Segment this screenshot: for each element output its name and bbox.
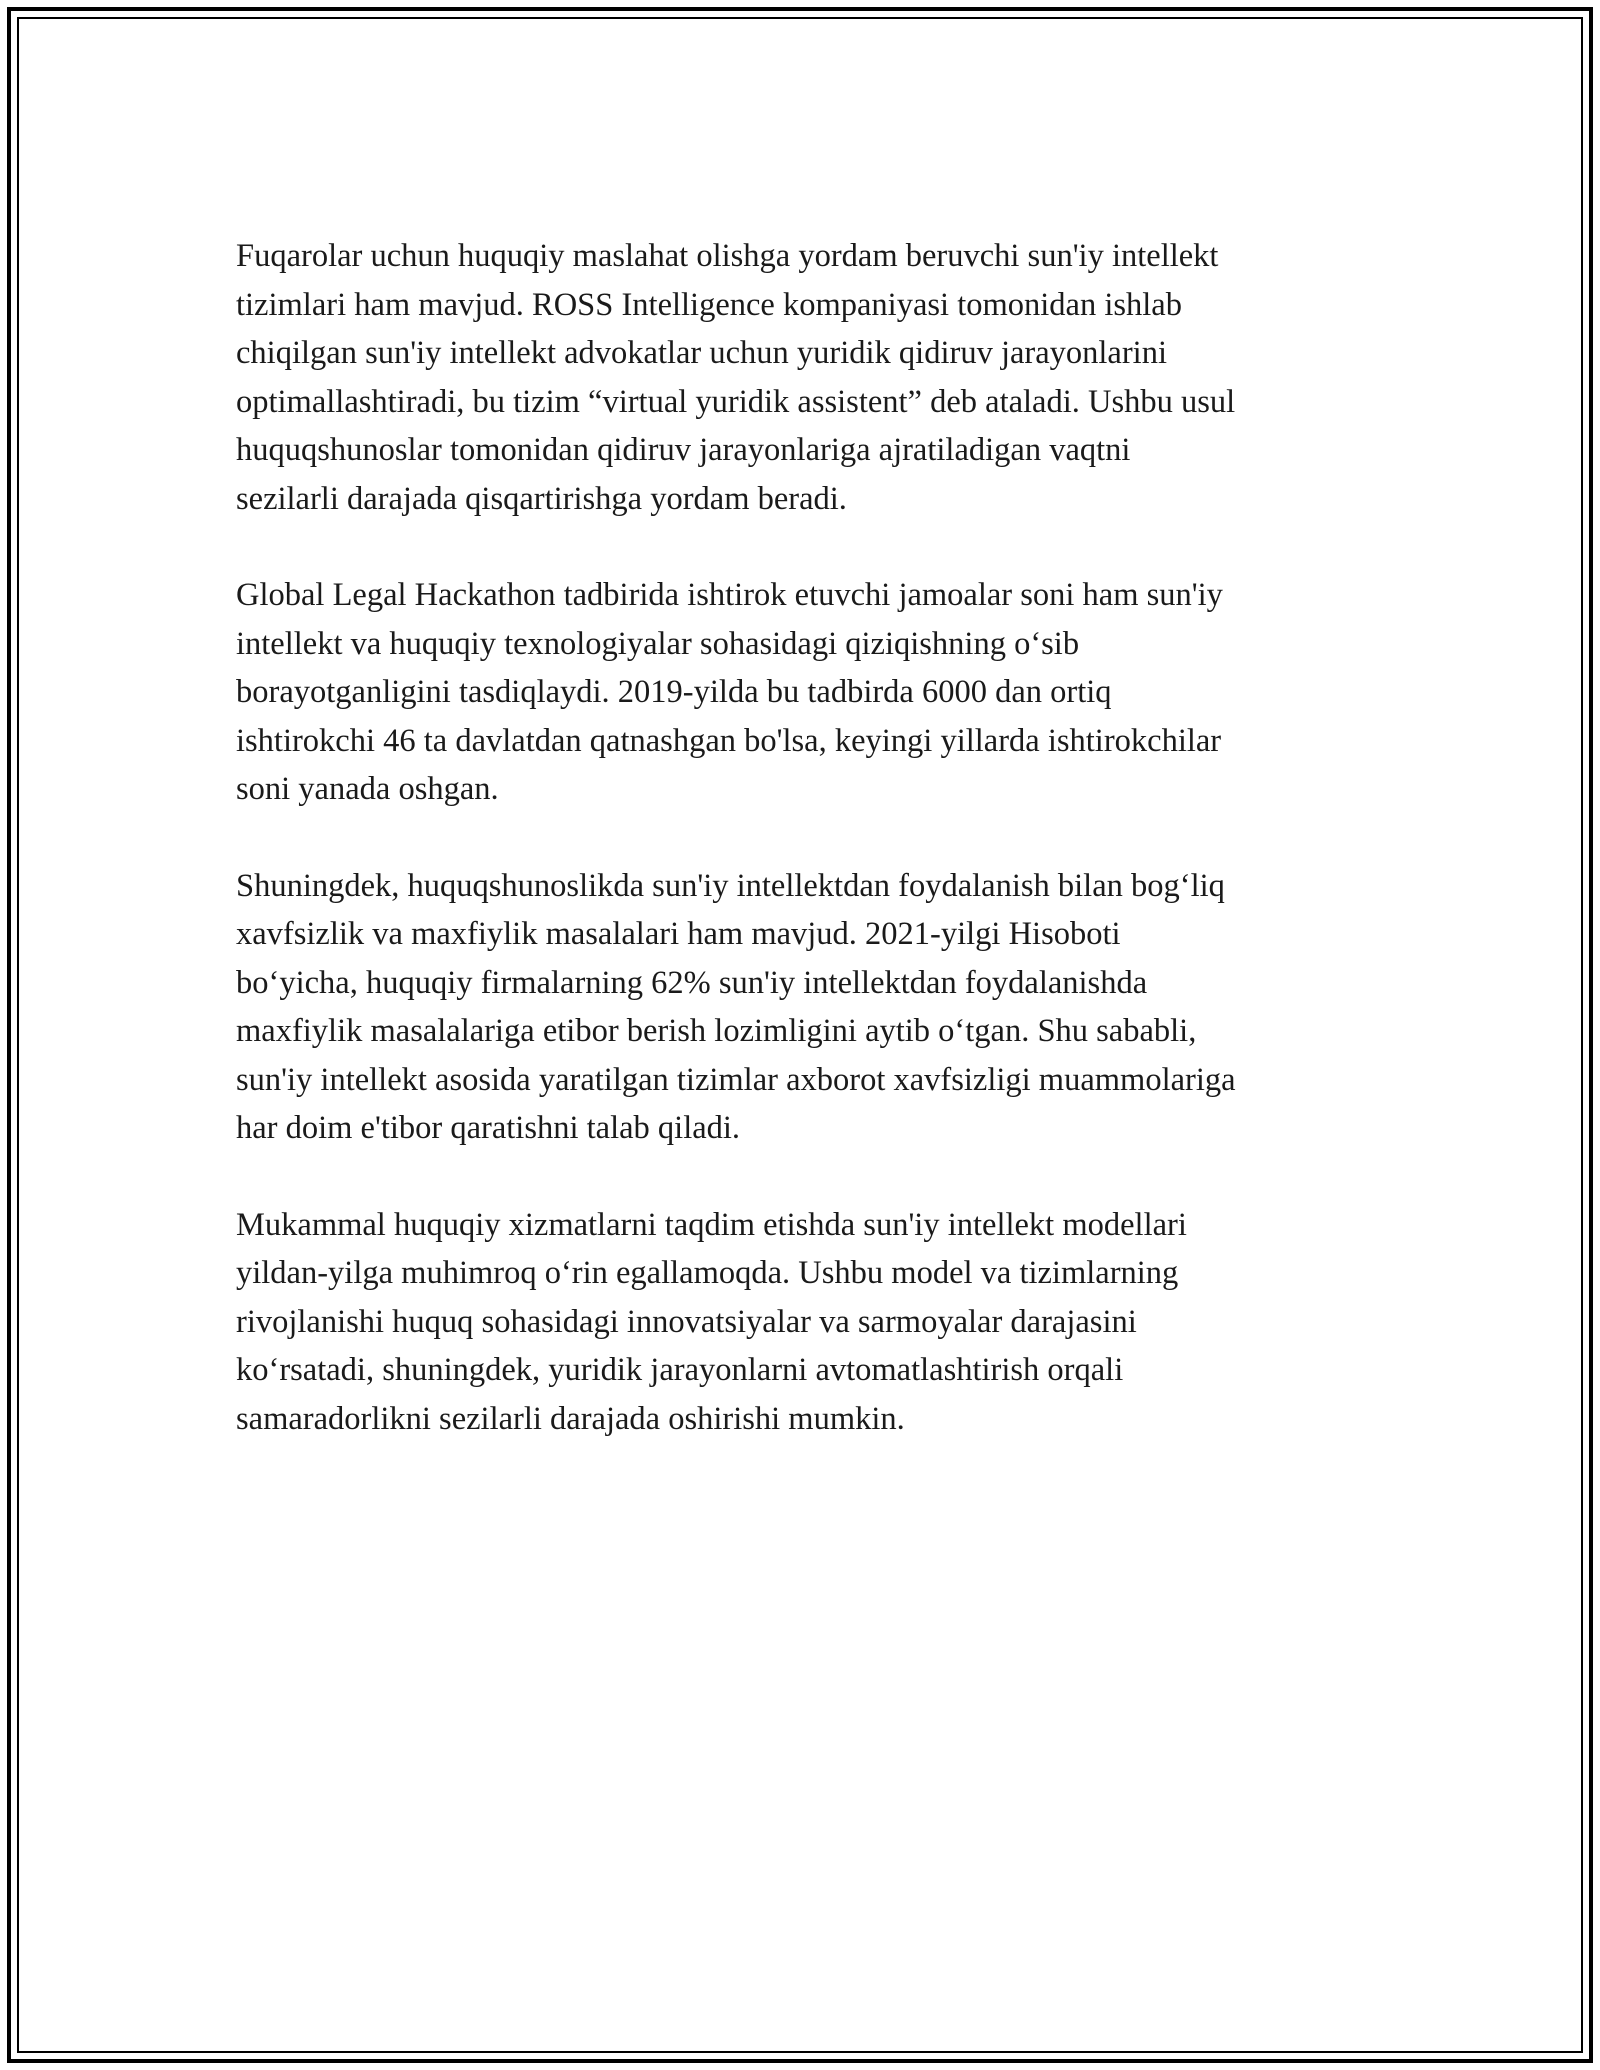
paragraph-security-privacy: Shuningdek, huquqshunoslikda sun'iy intellektdan foydalanish bilan bog‘liq xavfsizlik va maxfiylik masalalari ham mavjud. 2021-yilgi Hisoboti bo‘yicha, huquqiy firmalarning 62% sun'iy intellektdan foydalanishda maxfiylik masalalariga etibor berish lozimligini aytib o‘tgan. Shu sababli, sun'iy intellekt asosida yaratilgan tizimlar axborot xavfsizligi muammolariga har doim e'tibor qaratishni talab qiladi.: [236, 867, 1236, 1146]
document-body: [236, 232, 1376, 1491]
paragraph-ai-models-future: Mukammal huquqiy xizmatlarni taqdim etishda sun'iy intellekt modellari yildan-yilga muhimroq o‘rin egallamoqda. Ushbu model va tizimlarning rivojlanishi huquq sohasidagi innovatsiyalar va sarmoyalar darajasini ko‘rsatadi, shuningdek, yuridik jarayonlarni avtomatlashtirish orqali samaradorlikni sezilarli darajada oshirishi mumkin.: [236, 1206, 1187, 1437]
paragraph-ross-intelligence: Fuqarolar uchun huquqiy maslahat olishga yordam beruvchi sun'iy intellekt tizimlari ham mavjud. ROSS Intelligence kompaniyasi tomonidan ishlab chiqilgan sun'iy intellekt advokatlar uchun yuridik qidiruv jarayonlarini optimallashtiradi, bu tizim “virtual yuridik assistent” deb ataladi. Ushbu usul huquqshunoslar tomonidan qidiruv jarayonlariga ajratiladigan vaqtni sezilarli darajada qisqartirishga yordam beradi.: [236, 238, 1236, 517]
paragraph-global-legal-hackathon: Global Legal Hackathon tadbirida ishtirok etuvchi jamoalar soni ham sun'iy intellekt va huquqiy texnologiyalar sohasidagi qiziqishning o‘sib borayotganligini tasdiqlaydi. 2019-yilda bu tadbirda 6000 dan ortiq ishtirokchi 46 ta davlatdan qatnashgan bo'lsa, keyingi yillarda ishtirokchilar soni yanada oshgan.: [236, 577, 1223, 807]
